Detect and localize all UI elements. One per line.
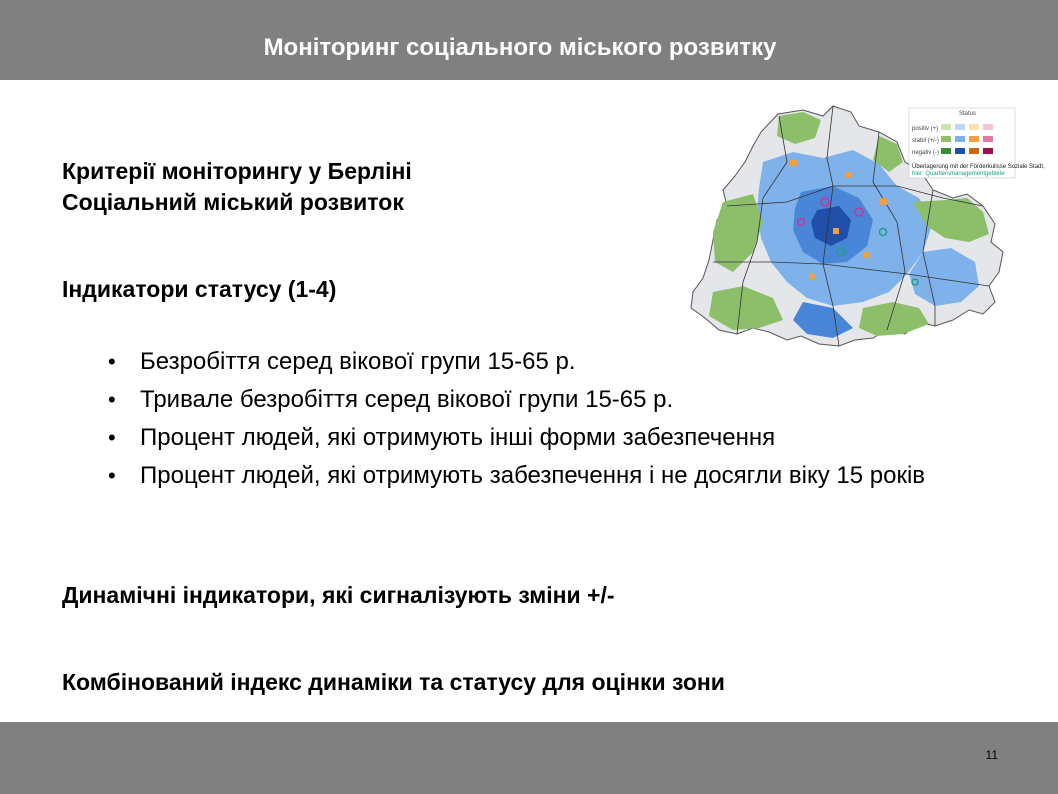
combined-index-heading: Комбінований індекс динаміки та статусу для оцінки зони	[62, 669, 725, 695]
list-item: • Тривале безробіття серед вікової групи 15-65 р.	[108, 381, 938, 419]
overlay-caption: Überlagerung mit der Förderkulisse Soziale Stadt,	[912, 164, 1045, 170]
dynamic-indicators-heading: Динамічні індикатори, які сигналізують зміни +/-	[62, 582, 615, 608]
page-number: 11	[985, 748, 998, 762]
overlay-caption-accent: hier: Quartiersmanagementgebiete	[912, 171, 1005, 177]
slide-title: Моніторинг соціального міського розвитку	[263, 34, 777, 61]
criteria-heading	[62, 156, 412, 218]
list-item: • Безробіття серед вікової групи 15-65 р.	[108, 343, 938, 381]
legend-row-positive: positiv (+)	[912, 126, 939, 132]
footer-bar	[0, 722, 1058, 794]
list-item: • Процент людей, які отримують інші форми забезпечення	[108, 419, 938, 457]
legend-row-negative: negativ (-)	[912, 150, 940, 156]
map-legend	[909, 108, 1045, 178]
status-indicators-heading: Індикатори статусу (1-4)	[62, 276, 337, 302]
legend-title: Status	[959, 111, 977, 117]
legend-row-stable: stabil (+/-)	[912, 138, 939, 144]
map-image	[683, 102, 1045, 380]
berlin-monitoring-map	[683, 102, 1045, 380]
criteria-heading-line2: Соціальний міський розвиток	[62, 189, 404, 215]
list-item: • Процент людей, які отримують забезпечення і не досягли віку 15 років	[108, 457, 938, 495]
criteria-heading-line1: Критерії моніторингу у Берліні	[62, 158, 412, 184]
